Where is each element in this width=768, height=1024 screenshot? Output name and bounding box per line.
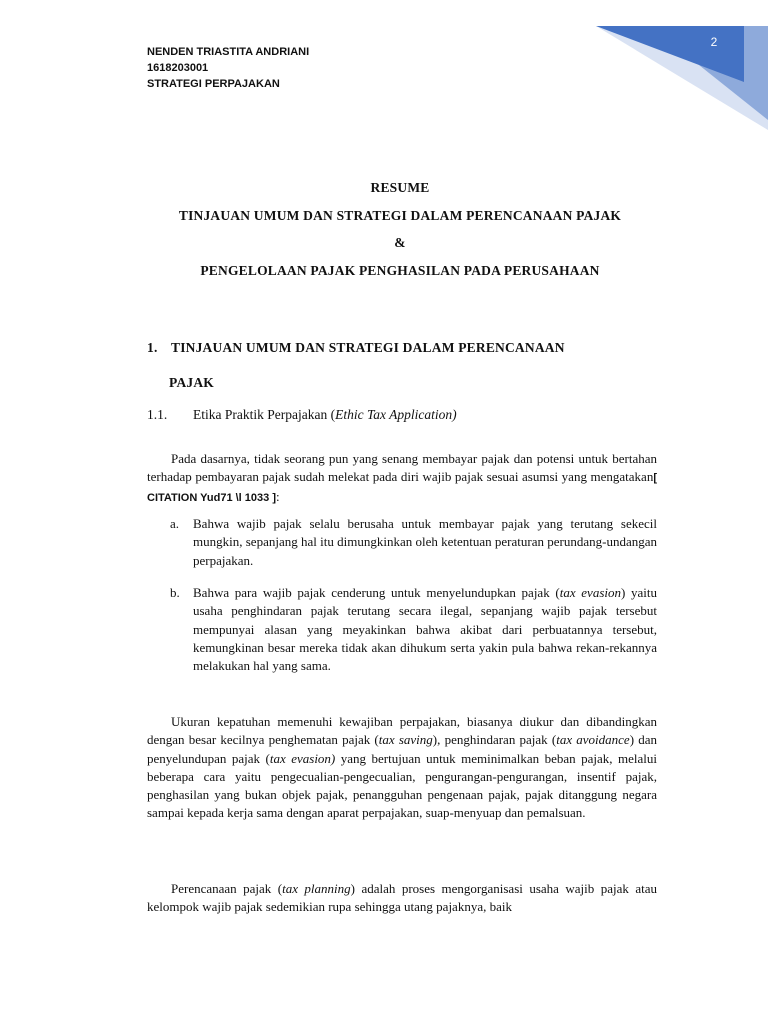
term-tax-avoidance: tax avoidance	[556, 732, 630, 748]
title-line-1: TINJAUAN UMUM DAN STRATEGI DALAM PERENCANAAN PAJAK	[178, 207, 622, 223]
title-resume: RESUME	[370, 180, 430, 195]
section-number: 1.	[147, 340, 158, 355]
paragraph-1-suffix: :	[275, 488, 280, 504]
document-header	[147, 44, 309, 92]
paragraph-3-text-2: ) adalah proses mengorganisasi usaha wajib pajak atau kelompok wajib pajak sedemikian rupa sehingga utang pajaknya, baik	[147, 881, 657, 915]
paragraph-3	[147, 880, 657, 917]
subsection-number: 1.1.	[147, 407, 168, 422]
list-item-b-text-2: ) yaitu usaha penghindaran pajak terutang secara ilegal, sepanjang wajib pajak tersebut mempunyai alasan yang meyakinkan bahwa akibat dari perbuatannya tersebut, kemungkinan besar mereka tidak akan dihukum serta yakin pula bahwa rekan-rekannya melakukan hal yang sama.	[193, 585, 658, 674]
paragraph-2-text-3: ) dan penyelundupan pajak (	[147, 732, 657, 766]
list-marker-a: a.	[170, 516, 180, 531]
paragraph-1	[147, 450, 657, 507]
subsection-title-italic: Ethic Tax Application)	[335, 407, 457, 422]
subsection-title-prefix: Etika Praktik Perpajakan (	[193, 407, 336, 422]
term-tax-evasion: tax evasion)	[269, 750, 336, 766]
subsection-heading-1-1	[147, 405, 457, 425]
title-ampersand: &	[394, 235, 406, 250]
section-heading-1	[147, 338, 667, 390]
list-item-a-text: Bahwa wajib pajak selalu berusaha untuk membayar pajak yang terutang sekecil mungkin, sepanjang hal itu dimungkinkan oleh ketentuan peraturan perundang-undangan perpajakan.	[193, 516, 657, 568]
paragraph-2-text-1: Ukuran kepatuhan memenuhi kewajiban perpajakan, biasanya diukur dan dibandingkan dengan besar kecilnya penghematan pajak (	[147, 714, 657, 748]
list-item-b-text-1: Bahwa para wajib pajak cenderung untuk menyelundupkan pajak (	[193, 585, 560, 600]
paragraph-3-text-1: Perencanaan pajak (	[171, 881, 283, 896]
list-marker-b: b.	[170, 585, 180, 600]
title-line-2: PENGELOLAAN PAJAK PENGHASILAN PADA PERUSAHAAN	[200, 262, 600, 278]
section-title-line-1: TINJAUAN UMUM DAN STRATEGI DALAM PERENCANAAN	[171, 340, 565, 355]
citation-field: [ CITATION Yud71 \l 1033 ]	[147, 472, 657, 504]
document-title-block	[100, 178, 700, 288]
course-name: STRATEGI PERPAJAKAN	[147, 78, 280, 90]
section-title-line-2: PAJAK	[169, 375, 214, 390]
student-id: 1618203001	[147, 62, 209, 74]
paragraph-1-text: Pada dasarnya, tidak seorang pun yang senang membayar pajak dan potensi untuk bertahan terhadap pembayaran pajak sudah melekat pada diri wajib pajak sesuai asumsi yang mengatakan	[147, 451, 657, 485]
paragraph-2-text-4: yang bertujuan untuk meminimalkan beban pajak, melalui beberapa cara yaitu pengecualian-pengecualian, pengurangan-pengurangan, insentif pajak, penghasilan yang bukan objek pajak, penangguhan pengenaan pajak, pajak ditanggung negara sampai kepada kerja sama dengan aparat perpajakan, suap-menyuap dan pemalsuan.	[147, 750, 657, 821]
term-tax-planning: tax planning	[282, 881, 351, 896]
paragraph-2	[147, 713, 657, 823]
paragraph-2-text-2: ), penghindaran pajak (	[432, 732, 557, 748]
author-name: NENDEN TRIASTITA ANDRIANI	[147, 46, 310, 58]
page-number: 2	[710, 35, 718, 49]
corner-decoration	[0, 0, 768, 130]
list-item-b-text	[193, 584, 657, 675]
list-item-b-italic: tax evasion	[559, 585, 621, 600]
term-tax-saving: tax saving	[378, 732, 433, 748]
